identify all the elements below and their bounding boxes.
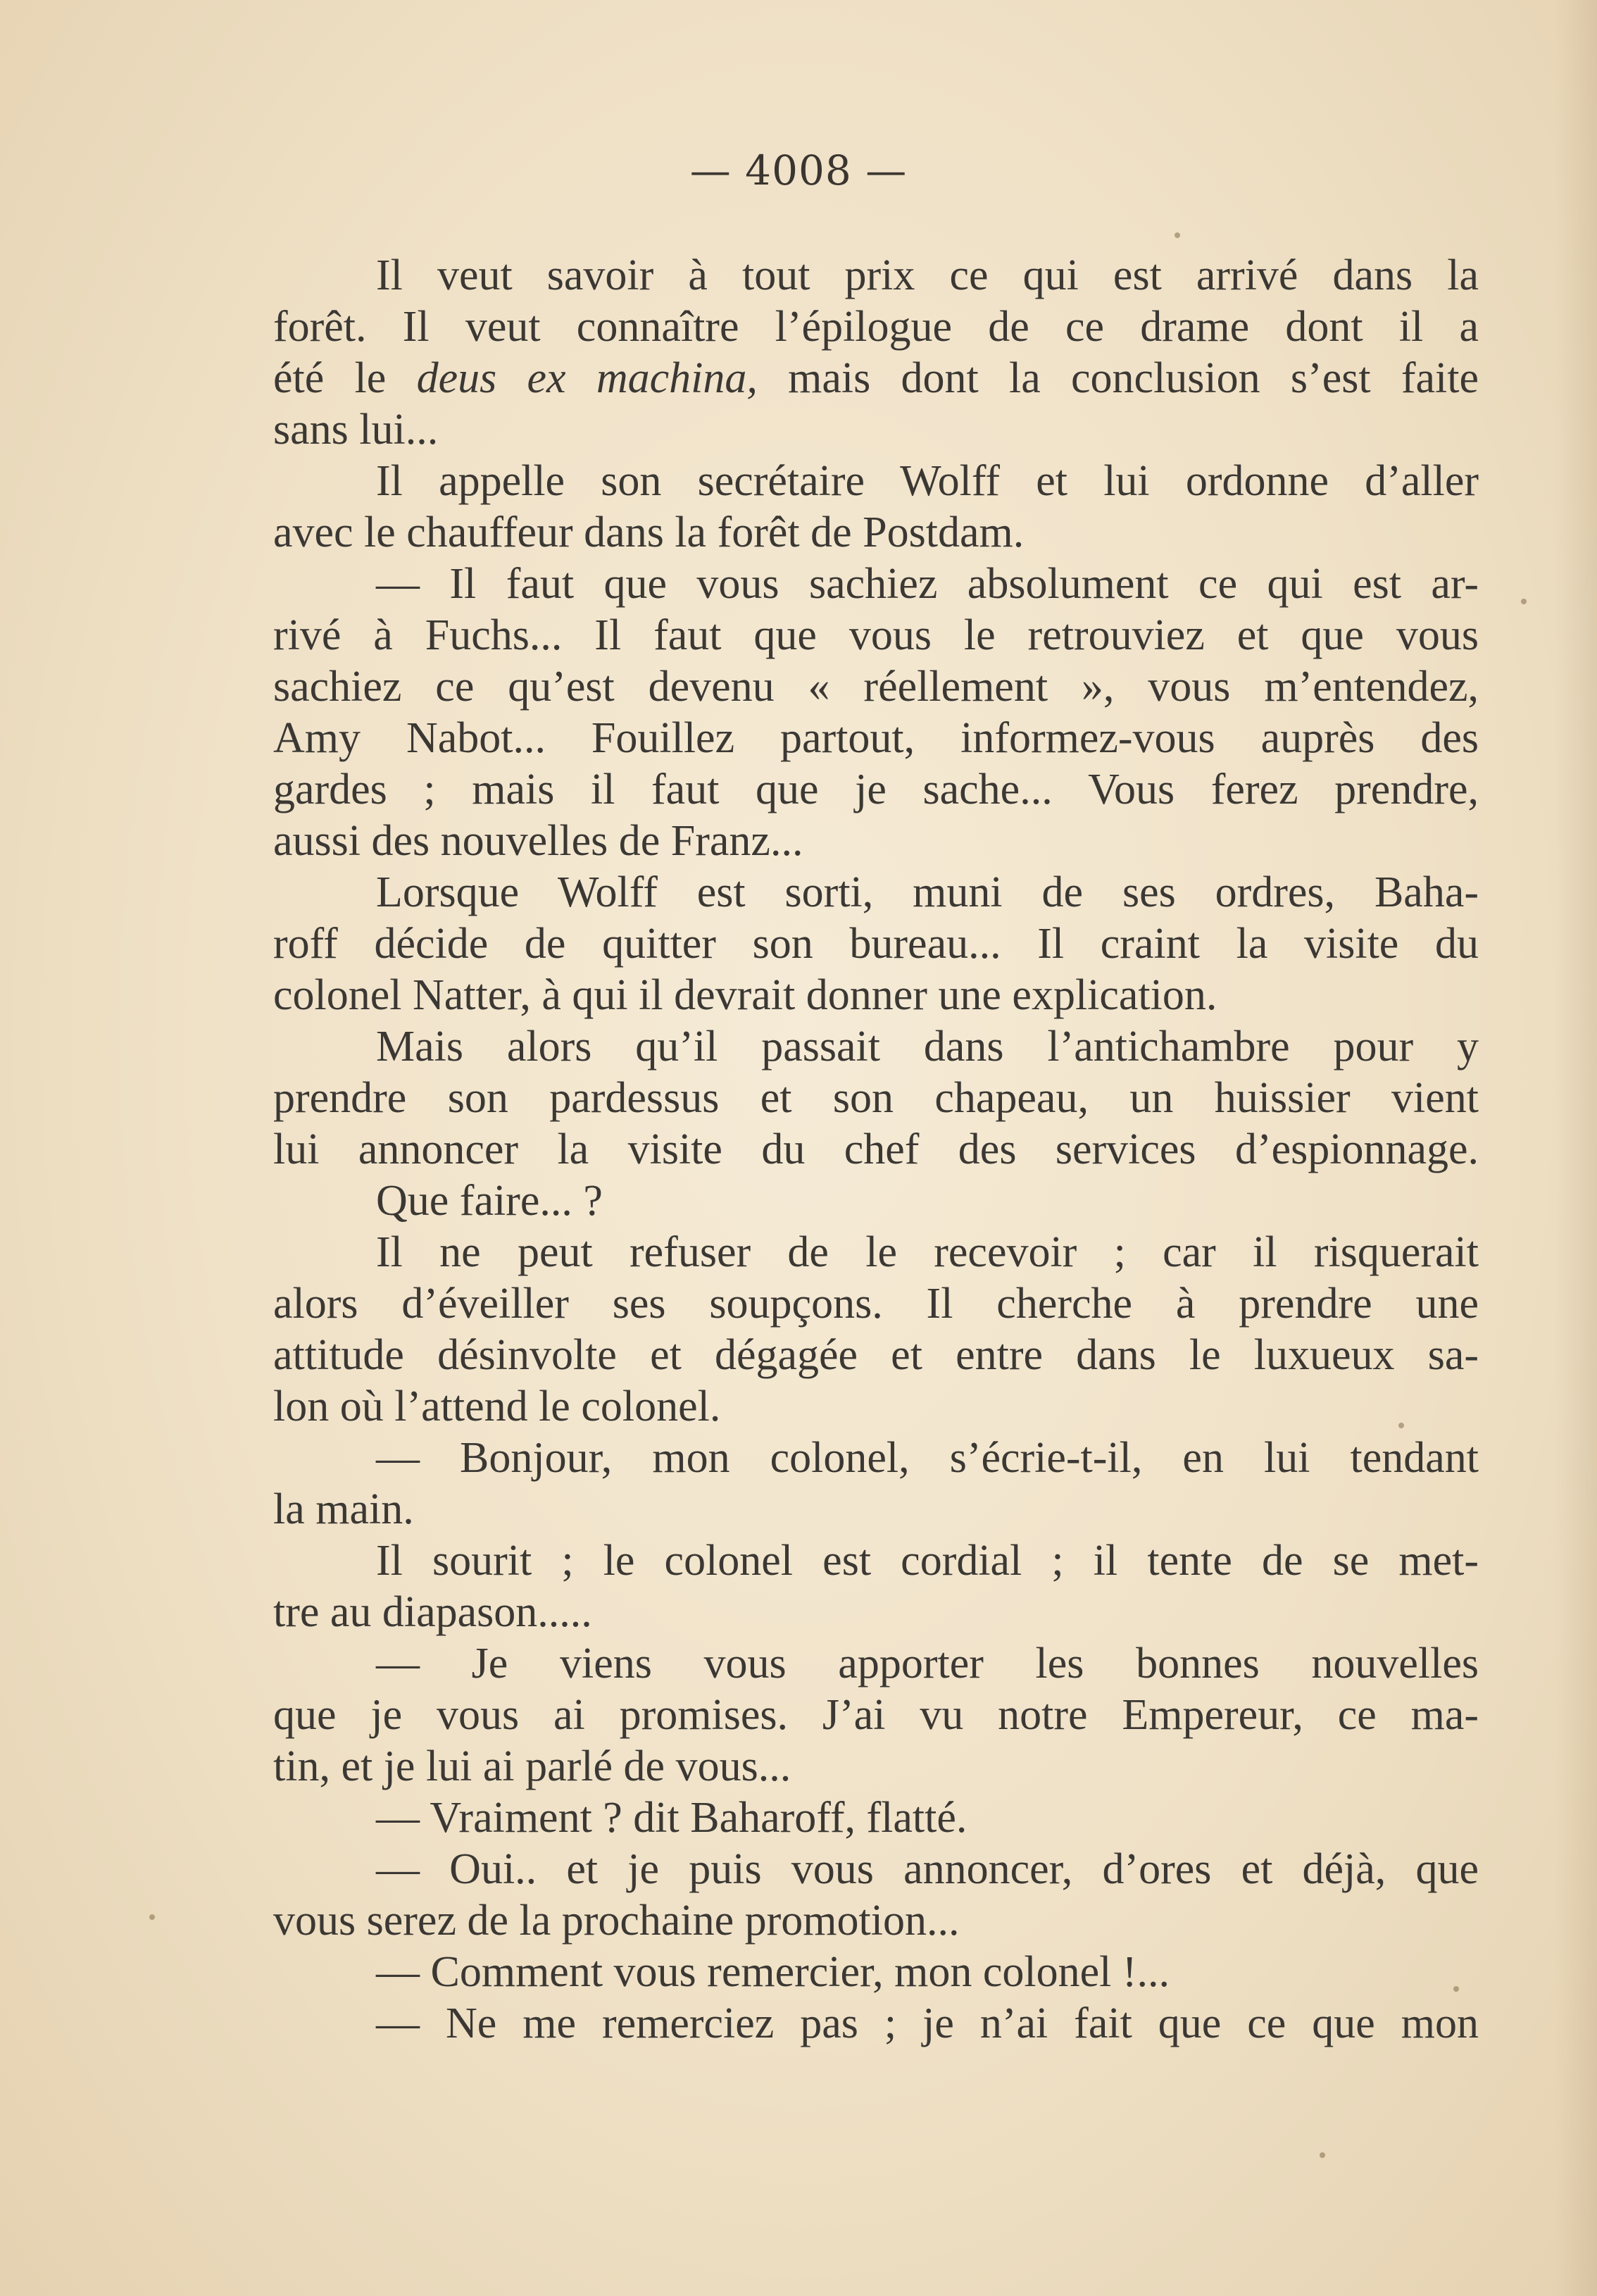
text-line (273, 353, 1479, 404)
paper-speck (1398, 1423, 1404, 1428)
text-line: sans lui... (273, 406, 439, 454)
text-line: Il sourit ; le colonel est cordial ; il tente de se met- (376, 1537, 1479, 1585)
page-number: — 4008 — (689, 146, 908, 194)
text-line: vous serez de la prochaine promotion... (273, 1897, 960, 1945)
body-text (273, 250, 1479, 2049)
text-line: que je vous ai promises. J’ai vu notre Empereur, ce ma- (273, 1691, 1479, 1739)
text-line: — Il faut que vous sachiez absolument ce qui est ar- (376, 560, 1479, 608)
text-segment: mais dont la conclusion s’est faite (757, 354, 1479, 402)
text-line: tin, et je lui ai parlé de vous... (273, 1742, 791, 1790)
italic-phrase: deus ex machina, (416, 354, 758, 402)
paper-speck (1320, 2152, 1325, 2158)
text-line: — Vraiment ? dit Baharoff, flatté. (376, 1794, 967, 1842)
text-line: — Oui.. et je puis vous annoncer, d’ores et déjà, que (376, 1845, 1479, 1893)
text-line: rivé à Fuchs... Il faut que vous le retrouviez et que vous (273, 611, 1479, 659)
paper-speck (1521, 599, 1527, 604)
text-line: aussi des nouvelles de Franz... (273, 817, 803, 865)
text-line: sachiez ce qu’est devenu « réellement », vous m’entendez, (273, 663, 1479, 711)
text-line: Amy Nabot... Fouillez partout, informez-vous auprès des (273, 714, 1479, 762)
paper-speck (149, 1914, 155, 1920)
text-line: lon où l’attend le colonel. (273, 1383, 721, 1430)
text-line: — Je viens vous apporter les bonnes nouvelles (376, 1640, 1479, 1687)
text-line: forêt. Il veut connaître l’épilogue de ce drame dont il a (273, 303, 1479, 351)
text-segment: été le (273, 354, 417, 402)
text-line: — Bonjour, mon colonel, s’écrie-t-il, en lui tendant (376, 1434, 1479, 1482)
text-line: — Ne me remerciez pas ; je n’ai fait que ce que mon (376, 1999, 1479, 2047)
text-line: prendre son pardessus et son chapeau, un huissier vient (273, 1074, 1479, 1122)
text-line: Lorsque Wolff est sorti, muni de ses ordres, Baha- (376, 868, 1479, 916)
text-line: lui annoncer la visite du chef des services d’espionnage. (273, 1125, 1479, 1173)
text-line: — Comment vous remercier, mon colonel !... (376, 1948, 1170, 1996)
page-edge-shadow (1555, 0, 1597, 2296)
text-line: Il appelle son secrétaire Wolff et lui ordonne d’aller (376, 457, 1479, 505)
text-line: roff décide de quitter son bureau... Il craint la visite du (273, 920, 1479, 968)
text-line: alors d’éveiller ses soupçons. Il cherche à prendre une (273, 1280, 1479, 1328)
text-line: Il ne peut refuser de le recevoir ; car il risquerait (376, 1228, 1479, 1276)
text-line: la main. (273, 1485, 414, 1533)
paper-speck (1175, 232, 1180, 238)
text-line: attitude désinvolte et dégagée et entre dans le luxueux sa- (273, 1331, 1479, 1379)
text-line: avec le chauffeur dans la forêt de Postdam. (273, 509, 1025, 556)
text-line: Que faire... ? (376, 1177, 603, 1225)
paper-speck (1453, 1986, 1459, 1992)
text-line: Il veut savoir à tout prix ce qui est arrivé dans la (376, 251, 1479, 299)
text-line: Mais alors qu’il passait dans l’antichambre pour y (376, 1023, 1479, 1071)
text-line: colonel Natter, à qui il devrait donner une explication. (273, 971, 1217, 1019)
text-line: gardes ; mais il faut que je sache... Vous ferez prendre, (273, 766, 1479, 813)
text-line: tre au diapason..... (273, 1588, 592, 1636)
